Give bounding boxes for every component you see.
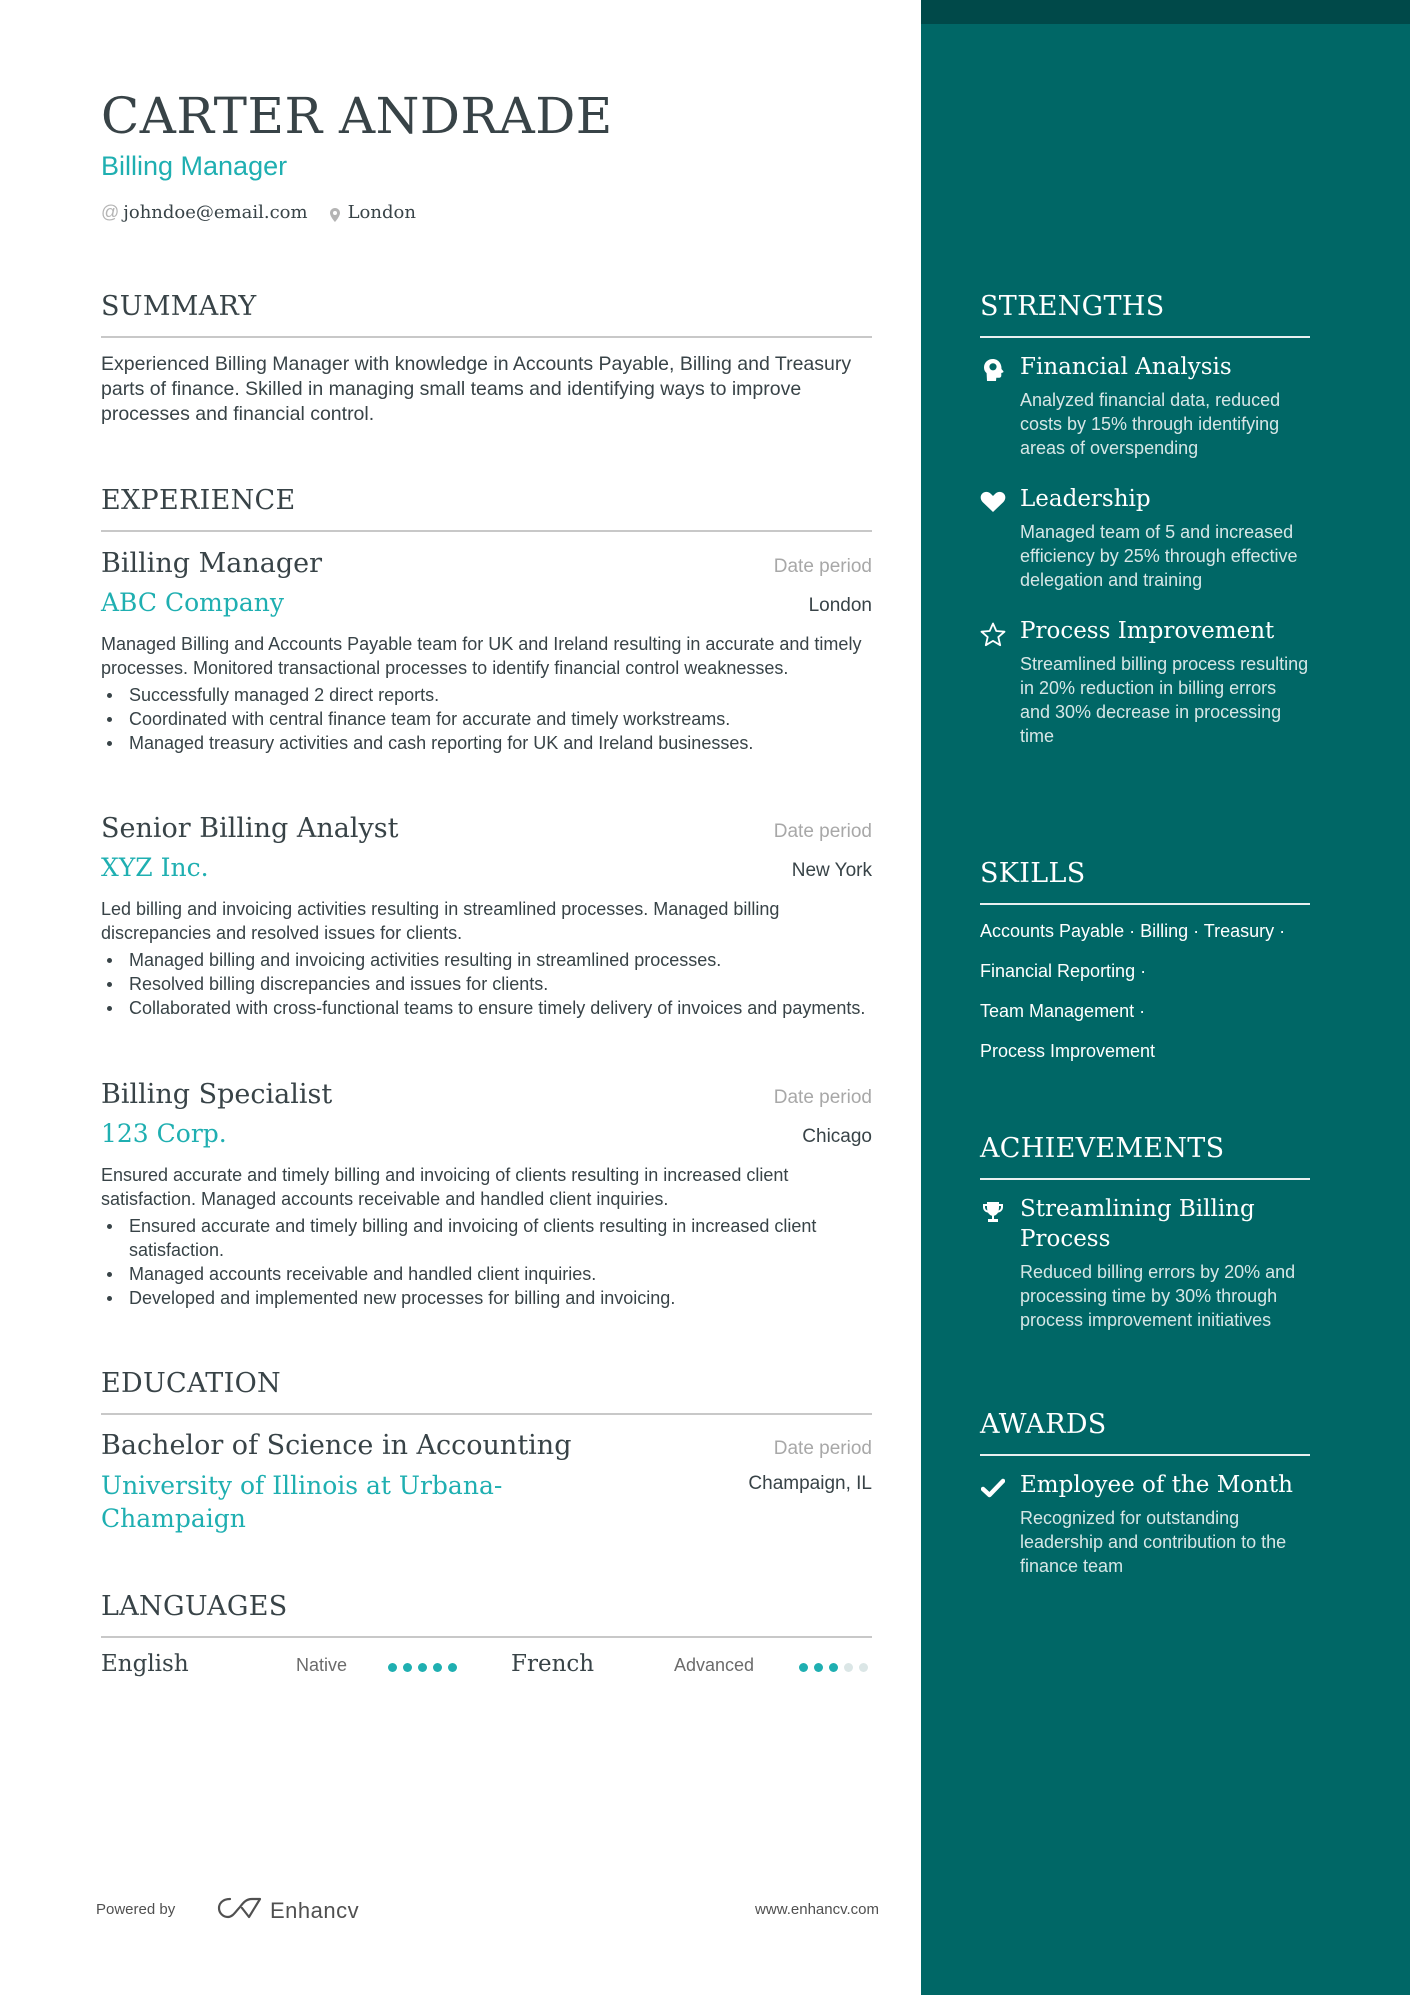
section-divider xyxy=(980,1178,1310,1180)
rating-dot-filled xyxy=(403,1663,412,1672)
enhancv-logo-text: Enhancv xyxy=(270,1897,360,1923)
trophy-icon xyxy=(980,1199,1006,1225)
job-bullet: Managed accounts receivable and handled client inquiries. xyxy=(101,1262,872,1286)
strength-item xyxy=(980,484,1310,592)
skills-line: Process Improvement xyxy=(980,1041,1156,1061)
job-bullet: Managed treasury activities and cash reporting for UK and Ireland businesses. xyxy=(101,731,872,755)
summary-section xyxy=(101,290,872,427)
enhancv-logo-icon xyxy=(216,1895,264,1926)
strength-item xyxy=(980,616,1310,748)
email-item[interactable] xyxy=(101,202,308,223)
rating-dot-filled xyxy=(829,1663,838,1672)
job-role: Billing Manager xyxy=(101,548,323,579)
strength-title: Financial Analysis xyxy=(1020,354,1232,380)
job-date: Date period xyxy=(773,1087,872,1108)
award-description: Recognized for outstanding leadership and contribution to the finance team xyxy=(1020,1508,1287,1576)
rating-dot-filled xyxy=(448,1663,457,1672)
languages-list xyxy=(101,1651,872,1685)
language-name: English xyxy=(101,1651,189,1677)
strengths-section xyxy=(980,290,1310,748)
powered-by-label: Powered by xyxy=(96,1901,176,1918)
language-level: Advanced xyxy=(674,1655,755,1675)
section-divider xyxy=(980,336,1310,338)
job-company: ABC Company xyxy=(101,588,284,617)
job-date: Date period xyxy=(773,556,872,577)
school-name: University of Illinois at Urbana-Champaign xyxy=(101,1471,503,1533)
job-role: Billing Specialist xyxy=(101,1079,333,1110)
degree: Bachelor of Science in Accounting xyxy=(101,1430,572,1461)
languages-section xyxy=(101,1590,872,1638)
language-rating-dots xyxy=(799,1663,868,1672)
achievements-heading: ACHIEVEMENTS xyxy=(980,1133,1225,1164)
section-divider xyxy=(101,530,872,532)
section-divider xyxy=(101,336,872,338)
experience-heading: EXPERIENCE xyxy=(101,485,296,516)
section-divider xyxy=(980,903,1310,905)
job-bullet: Resolved billing discrepancies and issues for clients. xyxy=(101,972,872,996)
achievements-section xyxy=(980,1132,1310,1332)
achievement-description: Reduced billing errors by 20% and processing time by 30% through process improvement initiatives xyxy=(1020,1262,1296,1330)
strength-description: Managed team of 5 and increased efficiency by 25% through effective delegation and training xyxy=(1020,522,1298,590)
rating-dot-filled xyxy=(814,1663,823,1672)
enhancv-logo[interactable] xyxy=(216,1895,359,1926)
job-bullets xyxy=(101,948,872,1020)
achievement-item xyxy=(980,1194,1310,1332)
award-item xyxy=(980,1470,1310,1578)
strength-item xyxy=(980,352,1310,460)
skills-section xyxy=(980,857,1310,1063)
candidate-name: CARTER ANDRADE xyxy=(101,87,613,145)
language-name: French xyxy=(511,1651,595,1677)
checkmark-icon xyxy=(980,1475,1006,1501)
awards-section xyxy=(980,1408,1310,1578)
education-entry xyxy=(101,1429,872,1535)
language-rating-dots xyxy=(388,1663,457,1672)
at-icon: @ xyxy=(101,202,120,222)
job-location: London xyxy=(808,595,872,616)
experience-section xyxy=(101,484,872,532)
job-bullet: Ensured accurate and timely billing and invoicing of clients resulting in increased client satisfaction. xyxy=(101,1214,872,1262)
languages-heading: LANGUAGES xyxy=(101,1591,288,1622)
rating-dot-filled xyxy=(388,1663,397,1672)
section-divider xyxy=(101,1636,872,1638)
strength-title: Leadership xyxy=(1020,486,1151,512)
rating-dot-filled xyxy=(433,1663,442,1672)
job-location: Chicago xyxy=(802,1126,872,1147)
job-bullet: Coordinated with central finance team for accurate and timely workstreams. xyxy=(101,707,872,731)
section-divider xyxy=(980,1454,1310,1456)
job-description: Ensured accurate and timely billing and invoicing of clients resulting in increased client satisfaction. Managed accounts receivable and handled client inquiries. xyxy=(101,1165,789,1209)
experience-entry xyxy=(101,812,872,1020)
job-bullets xyxy=(101,683,872,755)
candidate-title: Billing Manager xyxy=(101,151,288,181)
heart-icon xyxy=(980,489,1006,515)
strength-description: Analyzed financial data, reduced costs by 15% through identifying areas of overspending xyxy=(1020,390,1281,458)
job-bullet: Collaborated with cross-functional teams to ensure timely delivery of invoices and payments. xyxy=(101,996,872,1020)
achievement-title: Streamlining Billing Process xyxy=(1020,1196,1255,1252)
contact-info xyxy=(101,202,438,223)
strength-description: Streamlined billing process resulting in 20% reduction in billing errors and 30% decrease in processing time xyxy=(1020,654,1309,746)
sidebar-top-band xyxy=(921,0,1410,24)
job-bullet: Developed and implemented new processes for billing and invoicing. xyxy=(101,1286,872,1310)
job-description: Managed Billing and Accounts Payable team for UK and Ireland resulting in accurate and timely processes. Monitored transactional processes to identify financial control weaknesses. xyxy=(101,634,862,678)
education-section xyxy=(101,1367,872,1415)
school-location: Champaign, IL xyxy=(748,1473,872,1494)
job-description: Led billing and invoicing activities resulting in streamlined processes. Managed billing discrepancies and resolved issues for clients. xyxy=(101,899,780,943)
skills-line: Accounts Payable · Billing · Treasury · xyxy=(980,921,1286,941)
job-bullets xyxy=(101,1214,872,1310)
location-text: London xyxy=(347,202,416,223)
strengths-heading: STRENGTHS xyxy=(980,291,1165,322)
location-pin-icon xyxy=(330,206,340,220)
awards-heading: AWARDS xyxy=(980,1409,1107,1440)
job-company: 123 Corp. xyxy=(101,1119,227,1148)
award-title: Employee of the Month xyxy=(1020,1472,1293,1498)
job-bullet: Successfully managed 2 direct reports. xyxy=(101,683,872,707)
summary-heading: SUMMARY xyxy=(101,291,257,322)
strength-title: Process Improvement xyxy=(1020,618,1275,644)
location-item xyxy=(330,202,416,223)
skills-line: Team Management · xyxy=(980,1001,1146,1021)
rating-dot-empty xyxy=(859,1663,868,1672)
skills-heading: SKILLS xyxy=(980,858,1086,889)
skills-line: Financial Reporting · xyxy=(980,961,1147,981)
sidebar xyxy=(921,0,1410,1995)
brain-head-icon xyxy=(980,357,1006,383)
experience-entry xyxy=(101,547,872,755)
experience-entry xyxy=(101,1078,872,1310)
job-company: XYZ Inc. xyxy=(101,853,209,882)
footer xyxy=(96,1895,879,1925)
star-icon xyxy=(980,621,1006,647)
summary-text: Experienced Billing Manager with knowledge in Accounts Payable, Billing and Treasury parts of finance. Skilled in managing small teams and identifying ways to improve processes and financial control. xyxy=(101,353,852,425)
rating-dot-empty xyxy=(844,1663,853,1672)
section-divider xyxy=(101,1413,872,1415)
job-role: Senior Billing Analyst xyxy=(101,813,399,844)
language-level: Native xyxy=(296,1655,348,1675)
job-location: New York xyxy=(791,860,872,881)
rating-dot-filled xyxy=(418,1663,427,1672)
job-date: Date period xyxy=(773,821,872,842)
education-date: Date period xyxy=(773,1438,872,1459)
email-text[interactable]: johndoe@email.com xyxy=(123,202,308,223)
rating-dot-filled xyxy=(799,1663,808,1672)
education-heading: EDUCATION xyxy=(101,1368,281,1399)
website-link[interactable]: www.enhancv.com xyxy=(755,1901,879,1918)
job-bullet: Managed billing and invoicing activities resulting in streamlined processes. xyxy=(101,948,872,972)
